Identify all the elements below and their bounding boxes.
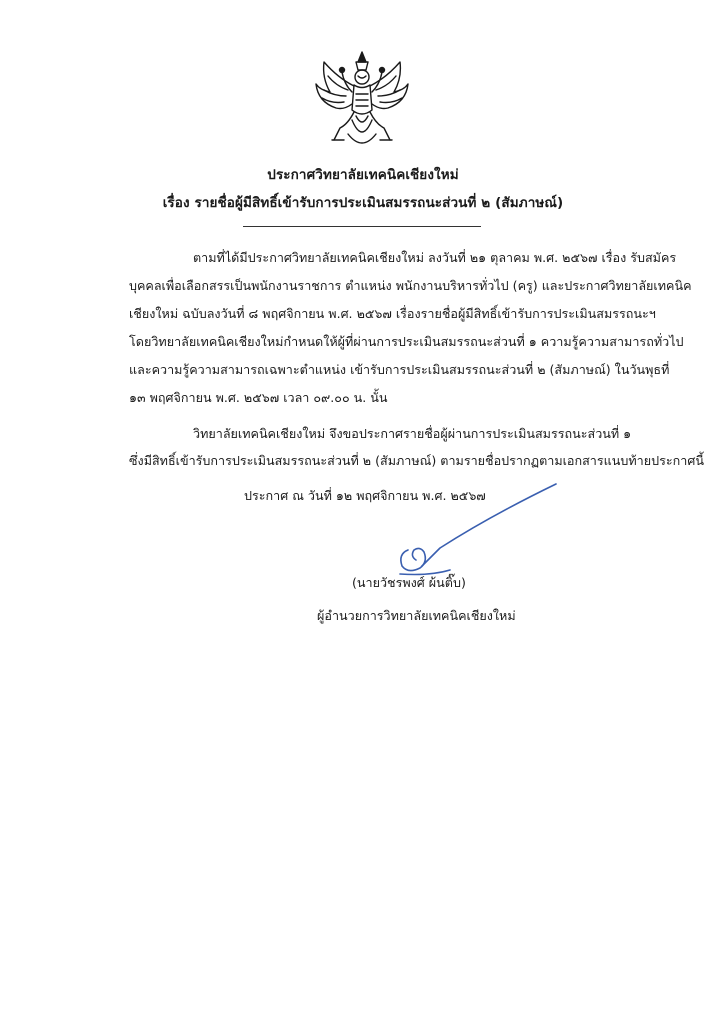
signatory-position: ผู้อำนวยการวิทยาลัยเทคนิคเชียงใหม่ [317, 608, 516, 623]
signatory-name: (นายวัชรพงศ์ ผ้นติ๊บ) [352, 575, 466, 590]
paragraph-1-line: และความรู้ความสามารถเฉพาะตำแหน่ง เข้ารับการประเมินสมรรถนะส่วนที่ ๒ (สัมภาษณ์) ในวันพุธที่ [129, 362, 670, 377]
garuda-emblem-icon [308, 48, 416, 156]
paragraph-1-line: ๑๓ พฤศจิกายน พ.ศ. ๒๕๖๗ เวลา ๐๙.๐๐ น. นั้น [129, 390, 388, 405]
handwritten-signature [370, 478, 570, 588]
paragraph-1-line: เชียงใหม่ ฉบับลงวันที่ ๘ พฤศจิกายน พ.ศ. ๒๕๖๗ เรื่องรายชื่อผู้มีสิทธิ์เข้ารับการประเมินสมรรถนะฯ [129, 306, 656, 321]
announcement-date: ประกาศ ณ วันที่ ๑๒ พฤศจิกายน พ.ศ. ๒๕๖๗ [244, 488, 486, 503]
paragraph-2-line: วิทยาลัยเทคนิคเชียงใหม่ จึงขอประกาศรายชื่อผู้ผ่านการประเมินสมรรถนะส่วนที่ ๑ [193, 426, 632, 441]
document-title: ประกาศวิทยาลัยเทคนิคเชียงใหม่ [267, 167, 459, 183]
paragraph-1-line: โดยวิทยาลัยเทคนิคเชียงใหม่กำหนดให้ผู้ที่ผ่านการประเมินสมรรถนะส่วนที่ ๑ ความรู้ความสามารถทั่วไป [129, 334, 684, 349]
document-subject: เรื่อง รายชื่อผู้มีสิทธิ์เข้ารับการประเมินสมรรถนะส่วนที่ ๒ (สัมภาษณ์) [162, 195, 564, 211]
title-divider [243, 226, 481, 227]
paragraph-1-line: บุคคลเพื่อเลือกสรรเป็นพนักงานราชการ ตำแหน่ง พนักงานบริหารทั่วไป (ครู) และประกาศวิทยาลัยเทคนิค [129, 278, 692, 293]
paragraph-2-line: ซึ่งมีสิทธิ์เข้ารับการประเมินสมรรถนะส่วนที่ ๒ (สัมภาษณ์) ตามรายชื่อปรากฏตามเอกสารแนบท้ายประกาศนี้ [129, 453, 704, 468]
paragraph-1-line: ตามที่ได้มีประกาศวิทยาลัยเทคนิคเชียงใหม่ ลงวันที่ ๒๑ ตุลาคม พ.ศ. ๒๕๖๗ เรื่อง รับสมัคร [193, 250, 677, 265]
